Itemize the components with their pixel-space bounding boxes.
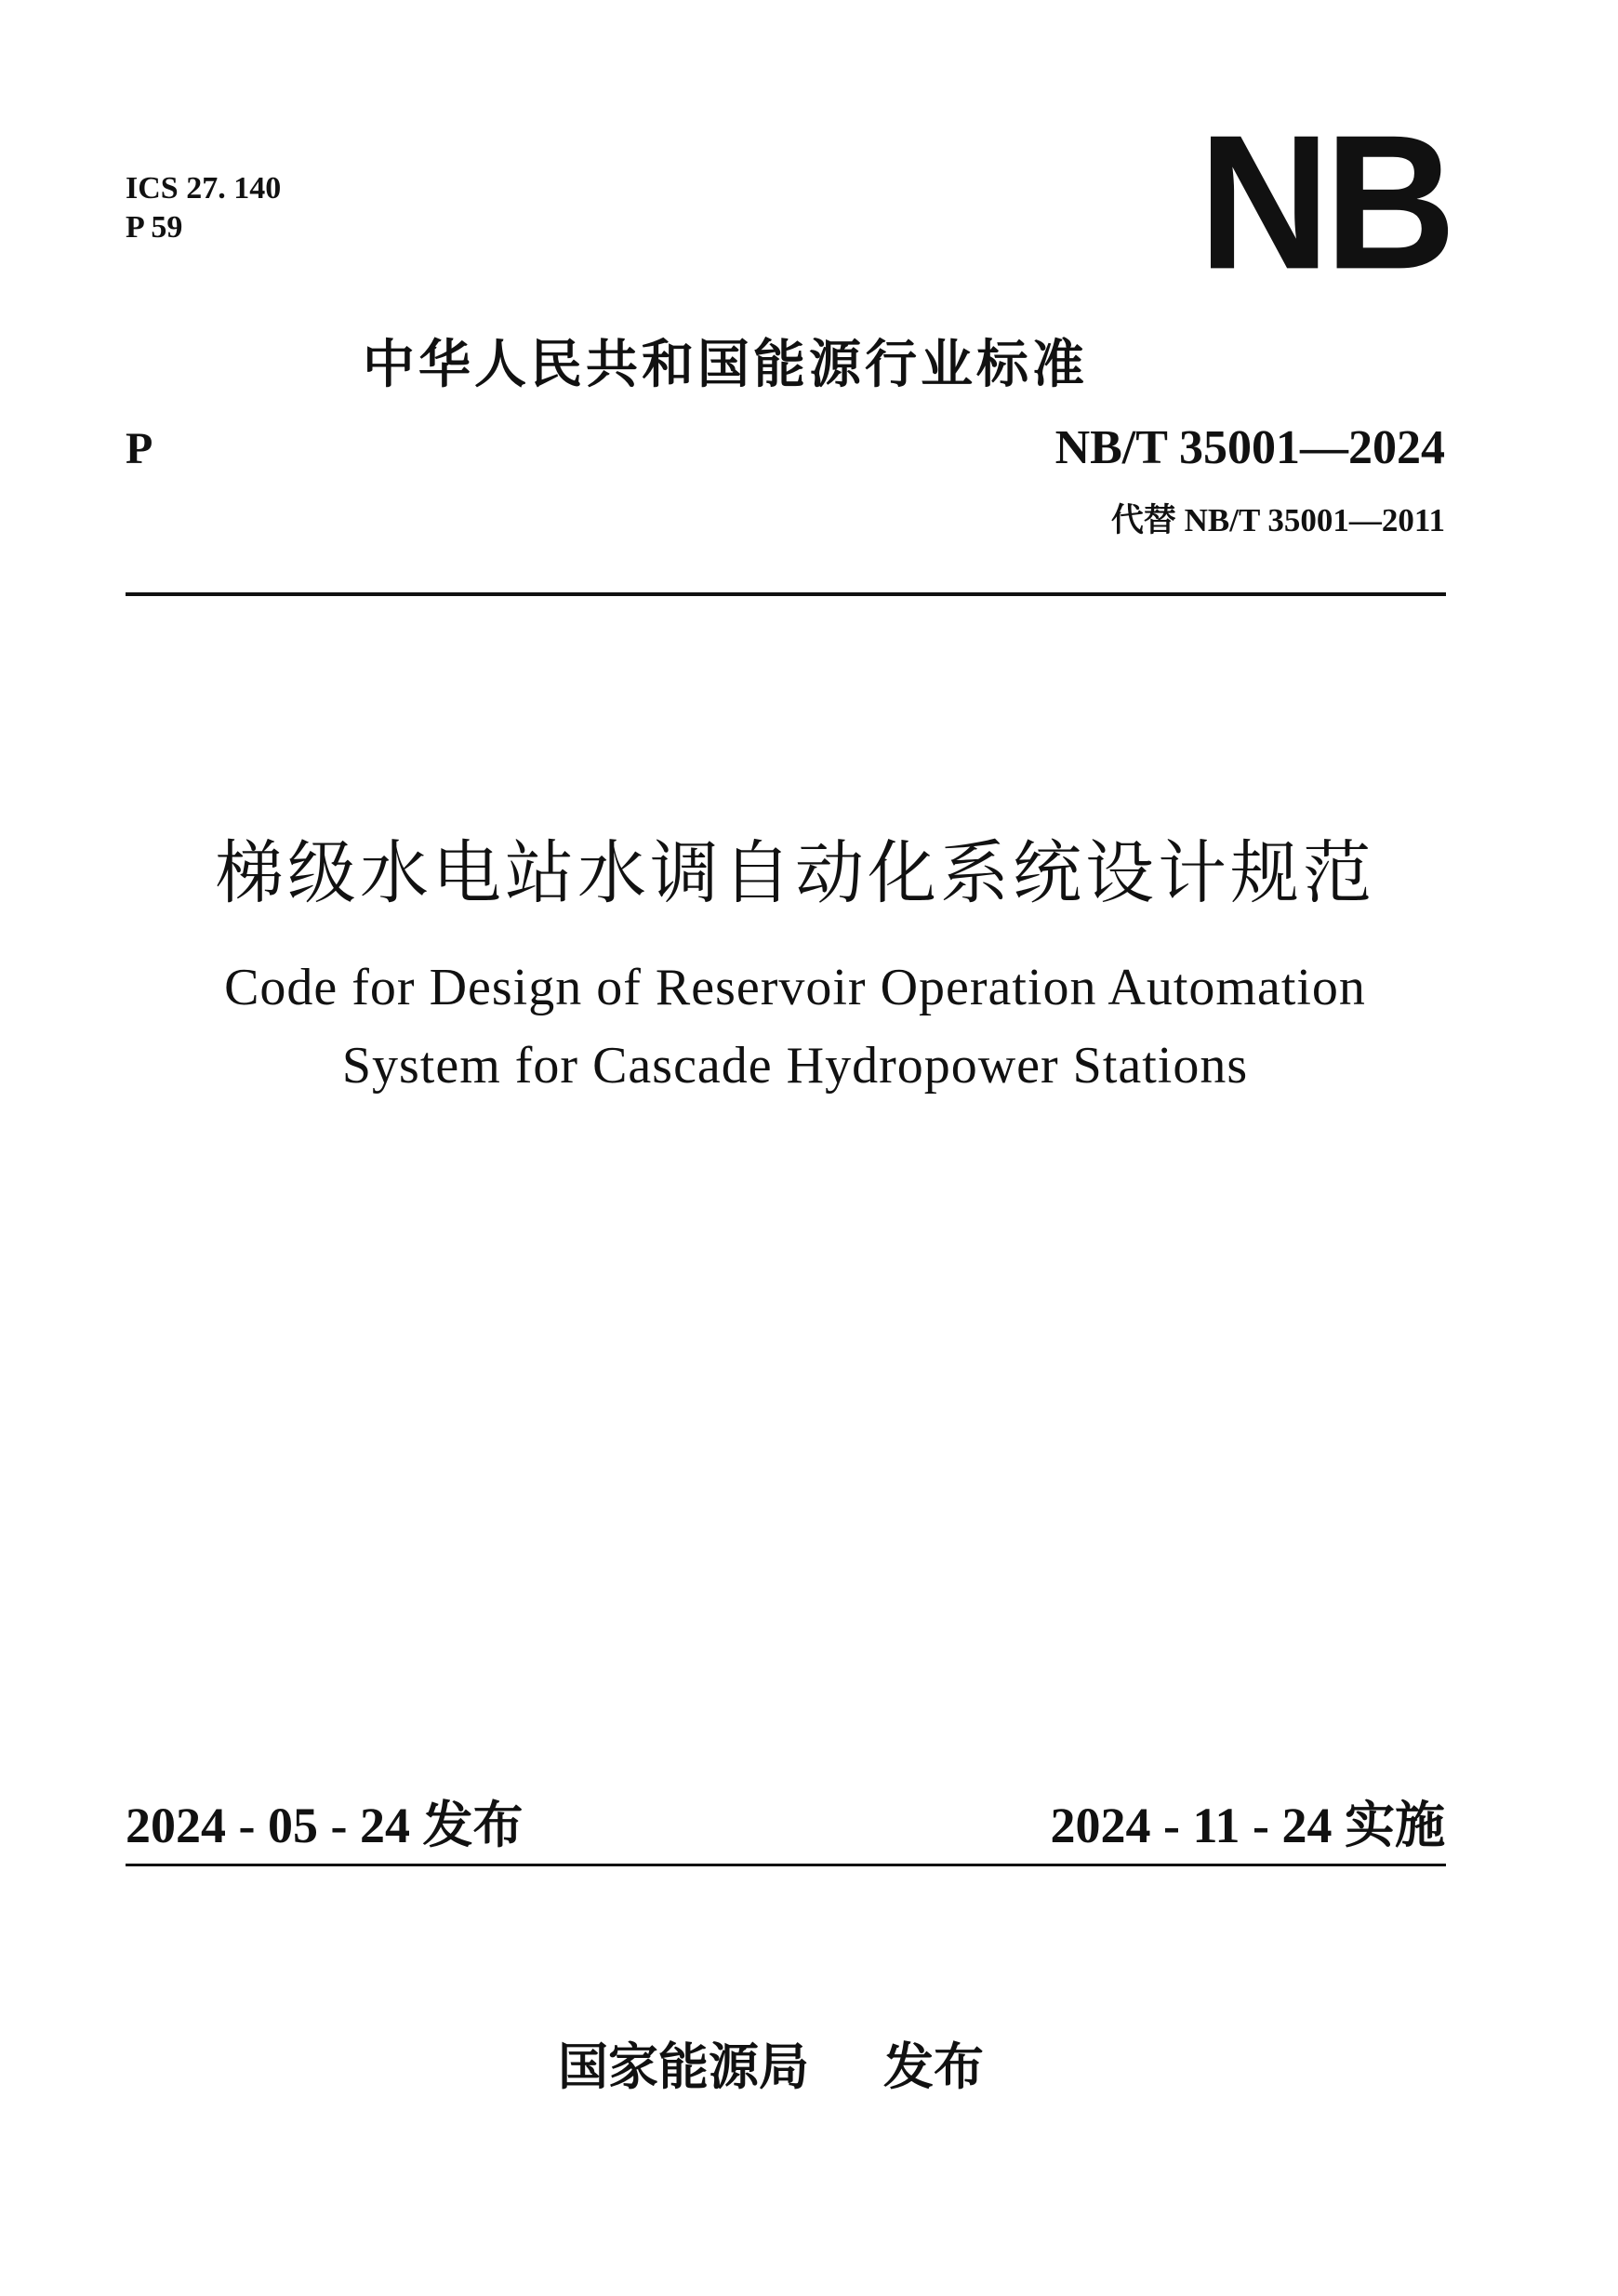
issue-date-line: [126, 1785, 523, 1857]
nb-logo: NB: [1198, 95, 1451, 310]
issue-label: 发布: [422, 1796, 524, 1854]
issue-date: 2024 - 05 - 24: [126, 1798, 410, 1853]
title-english: [0, 949, 1618, 1105]
bottom-divider: [126, 1864, 1446, 1866]
publisher-name: 国家能源局: [558, 2037, 809, 2096]
replaces-line: [1111, 495, 1445, 541]
top-divider: [126, 592, 1446, 596]
title-chinese: 梯级水电站水调自动化系统设计规范: [215, 833, 1375, 913]
standard-number: NB/T 35001—2024: [1054, 421, 1445, 474]
class-letter: P: [126, 424, 153, 473]
replaces-prefix: 代替: [1110, 502, 1176, 539]
ics-classification: [126, 169, 281, 247]
publisher-line: [558, 2027, 984, 2099]
org-title: 中华人民共和国能源行业标准: [363, 335, 1088, 395]
title-english-line-1: Code for Design of Reservoir Operation Automation: [224, 959, 1366, 1016]
effective-date-line: [1051, 1785, 1446, 1857]
publisher-label: 发布: [883, 2037, 984, 2096]
title-english-line-2: System for Cascade Hydropower Stations: [341, 1037, 1249, 1095]
effective-label: 实施: [1345, 1796, 1445, 1854]
ics-code: ICS 27. 140: [126, 171, 282, 206]
effective-date: 2024 - 11 - 24: [1050, 1798, 1333, 1853]
ccs-code: P 59: [126, 210, 183, 245]
replaces-number: NB/T 35001—2011: [1184, 502, 1445, 538]
